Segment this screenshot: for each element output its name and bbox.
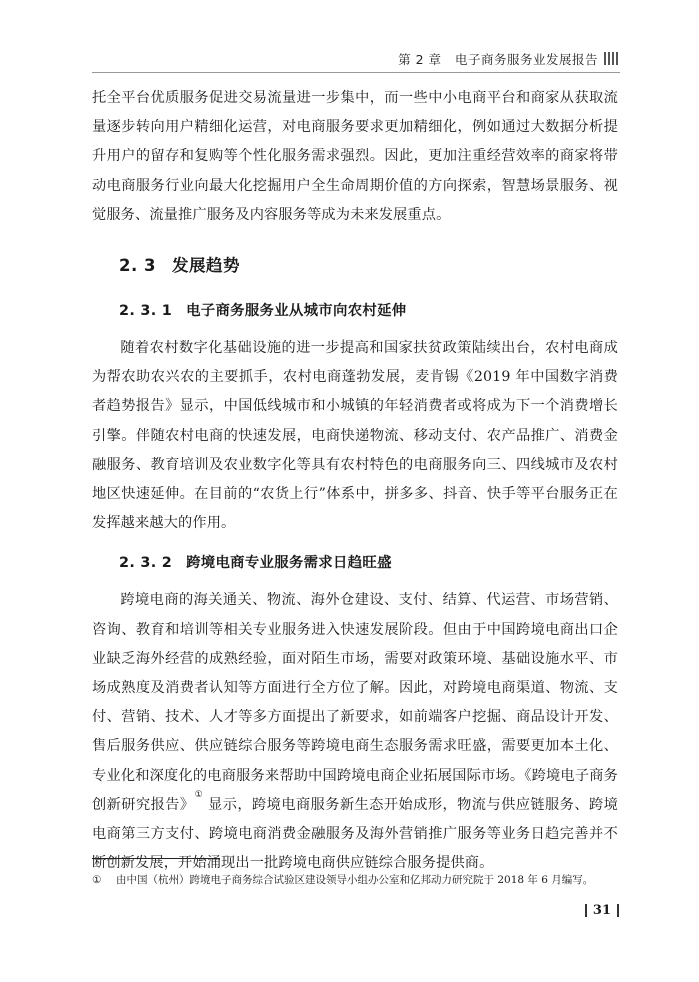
paragraph-intro: 托全平台优质服务促进交易流量进一步集中，而一些中小电商平台和商家从获取流量逐步转向用户精细化运营，对电商服务要求更加精细化，例如通过大数据分析提升用户的留存和复购等个性化服务需求强烈。因此，更加注重经营效率的商家将带动电商服务行业向最大化挖掘用户全生命周期价值的方向探索，智慧场景服务、视觉服务、流量推广服务及内容服务等成为未来发展重点。 (92, 90, 618, 223)
header-bars-decoration (604, 52, 620, 65)
subsection-number: 2. 3. 2 (119, 555, 173, 572)
paragraph-rural: 随着农村数字化基础设施的进一步提高和国家扶贫政策陆续出台，农村电商成为帮农助农兴农的主要抓手，农村电商蓬勃发展，麦肯锡《2019 年中国数字消费者趋势报告》显示，中国低线城市和小城镇的年轻消费者或将成为下一个消费增长引擎。伴随农村电商的快速发展，电商快递物流、移动支付、农产品推广、消费金融服务、教育培训及农业数字化等具有农村特色的电商服务向三、四线城市及农村地区快速延伸。在目前的“农货上行”体系中，拼多多、抖音、快手等平台服务正在发挥越来越大的作用。 (92, 340, 618, 532)
header-text (398, 50, 598, 68)
page-number-bar-right (617, 904, 619, 917)
page-number-bar-left (585, 904, 587, 917)
subsection-title: 电子商务服务业从城市向农村延伸 (186, 303, 407, 320)
header-chapter: 第 2 章 (398, 52, 442, 67)
section-heading (119, 252, 618, 276)
footnote-reference[interactable]: ① (194, 789, 204, 800)
footnote (92, 872, 632, 888)
footnote-text: 由中国（杭州）跨境电子商务综合试验区建设领导小组办公室和亿邦动力研究院于 2018 年 6 月编写。 (116, 874, 594, 886)
section-number: 2. 3 (119, 256, 156, 276)
section-title: 发展趋势 (171, 256, 240, 276)
running-header (92, 46, 620, 73)
paragraph-crossborder-part-a: 跨境电商的海关通关、物流、海外仓建设、支付、结算、代运营、市场营销、咨询、教育和培训等相关专业服务进入快速发展阶段。但由于中国跨境电商出口企业缺乏海外经营的成熟经验，面对陌生市场，需要对政策环境、基础设施水平、市场成熟度及消费者认知等方面进行全方位了解。因此，对跨境电商渠道、物流、支付、营销、技术、人才等多方面提出了新要求，如前端客户挖掘、商品设计开发、售后服务供应、供应链综合服务等跨境电商生态服务需求旺盛，需要更加本土化、专业化和深度化的电商服务来帮助中国跨境电商企业拓展国际市场。《跨境电子商务创新研究报告》 (92, 592, 618, 813)
footnote-mark: ① (92, 874, 102, 886)
subsection-number: 2. 3. 1 (119, 303, 173, 320)
paragraph-crossborder (92, 586, 618, 878)
subsection-heading-1 (119, 300, 618, 322)
paragraph-crossborder-part-b: 显示，跨境电商服务新生态开始成形，物流与供应链服务、跨境电商第三方支付、跨境电商消费金融服务及海外营销推广服务等业务日趋完善并不断创新发展，开始涌现出一批跨境电商供应链综合服务提供商。 (92, 796, 618, 872)
page-number (585, 902, 619, 918)
page-number-value: 31 (592, 902, 611, 918)
header-title: 电子商务服务业发展报告 (454, 52, 598, 67)
footnote-divider (92, 858, 220, 859)
subsection-heading-2 (119, 552, 618, 574)
page-body (92, 84, 618, 878)
subsection-title: 跨境电商专业服务需求日趋旺盛 (186, 555, 392, 572)
